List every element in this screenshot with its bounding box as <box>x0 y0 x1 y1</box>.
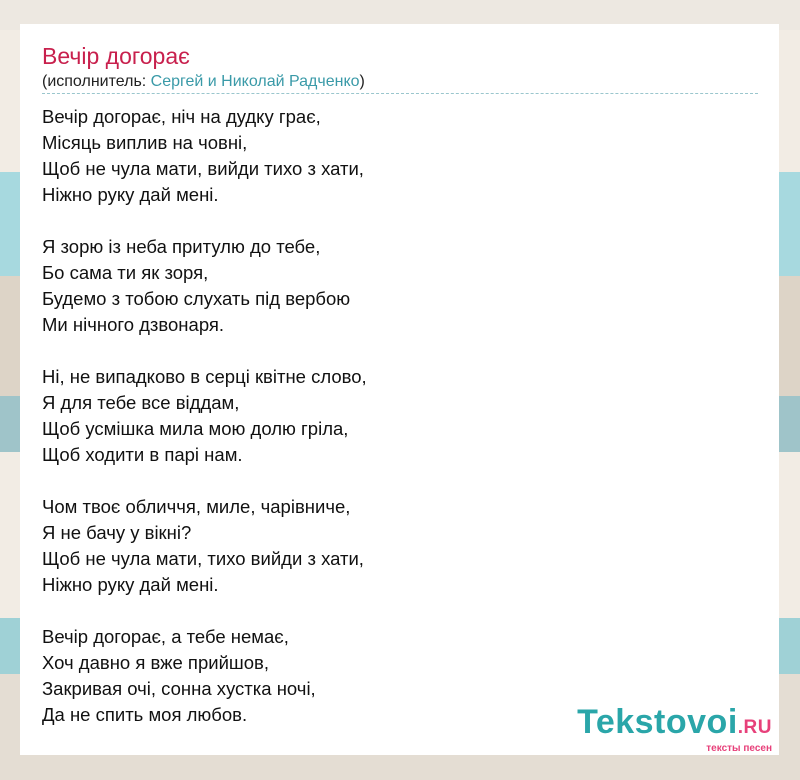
performer-suffix: ) <box>359 73 365 90</box>
lyrics-line: Хоч давно я вже прийшов, <box>42 652 270 673</box>
lyrics-line: Я для тебе все віддам, <box>42 392 240 413</box>
lyrics-line: Вечір догорає, а тебе немає, <box>42 626 289 647</box>
lyrics-line: Ні, не випадково в серці квітне слово, <box>42 366 367 387</box>
lyrics-stanza <box>42 234 367 338</box>
lyrics-line: Бо сама ти як зоря, <box>42 262 209 283</box>
lyrics-line: Я не бачу у вікні? <box>42 522 192 543</box>
lyrics-line: Да не спить моя любов. <box>42 704 248 725</box>
performer-prefix: (исполнитель: <box>42 73 151 90</box>
lyrics-text <box>42 104 367 754</box>
lyrics-line: Чом твоє обличчя, миле, чарівниче, <box>42 496 351 517</box>
lyrics-stanza <box>42 364 367 468</box>
lyrics-line: Я зорю із неба притулю до тебе, <box>42 236 321 257</box>
lyrics-line: Закривая очі, сонна хустка ночі, <box>42 678 316 699</box>
logo-name: Tekstovoi <box>577 703 738 741</box>
lyrics-line: Щоб не чула мати, вийди тихо з хати, <box>42 158 364 179</box>
lyrics-card <box>20 24 779 755</box>
lyrics-line: Ніжно руку дай мені. <box>42 184 219 205</box>
logo-tld: .RU <box>737 717 772 738</box>
lyrics-line: Щоб усмішка мила мою долю гріла, <box>42 418 349 439</box>
lyrics-stanza <box>42 494 367 598</box>
lyrics-line: Вечір догорає, ніч на дудку грає, <box>42 106 321 127</box>
lyrics-stanza <box>42 624 367 728</box>
lyrics-line: Щоб не чула мати, тихо вийди з хати, <box>42 548 364 569</box>
song-title: Вечір догорає <box>42 43 190 69</box>
site-logo[interactable] <box>577 705 772 754</box>
performer-line <box>42 73 365 91</box>
logo-tagline: тексты песен <box>706 743 772 754</box>
lyrics-line: Ми нічного дзвонаря. <box>42 314 225 335</box>
divider <box>42 93 758 94</box>
lyrics-line: Будемо з тобою слухать під вербою <box>42 288 351 309</box>
logo-wordmark <box>577 705 772 745</box>
lyrics-line: Щоб ходити в парі нам. <box>42 444 243 465</box>
lyrics-line: Місяць виплив на човні, <box>42 132 248 153</box>
lyrics-stanza <box>42 104 367 208</box>
performer-link[interactable]: Сергей и Николай Радченко <box>150 73 360 90</box>
lyrics-line: Ніжно руку дай мені. <box>42 574 219 595</box>
